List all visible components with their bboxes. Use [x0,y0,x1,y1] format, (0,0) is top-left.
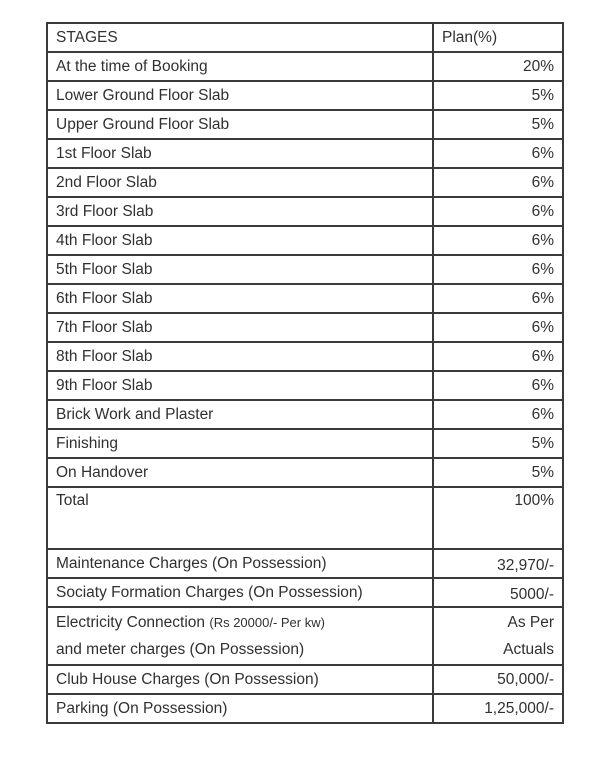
plan-cell [433,549,563,578]
charge-amount-line1: As Per [507,614,554,631]
stage-cell: At the time of Booking [47,52,433,81]
stage-cell: Maintenance Charges (On Possession) [47,549,433,578]
plan-cell: 6% [433,255,563,284]
charge-amount-line2: Actuals [503,641,554,658]
header-row [47,23,563,52]
table-row-total [47,487,563,549]
table-row-society-formation-charges [47,578,563,607]
table-row-lower-ground [47,81,563,110]
stage-cell: 2nd Floor Slab [47,168,433,197]
charge-amount: 32,970/- [497,556,554,574]
stage-cell: 1st Floor Slab [47,139,433,168]
stage-cell: Club House Charges (On Possession) [47,665,433,694]
stage-cell: Sociaty Formation Charges (On Possession) [47,578,433,607]
table-row-club-house-charges [47,665,563,694]
stage-cell-total: Total [47,487,433,549]
charge-amount: 1,25,000/- [484,699,554,717]
stage-cell: 9th Floor Slab [47,371,433,400]
plan-cell: 5% [433,110,563,139]
table-row-parking [47,694,563,723]
plan-cell-electricity [433,607,563,665]
plan-cell: 5% [433,429,563,458]
plan-cell: 6% [433,400,563,429]
plan-cell: 20% [433,52,563,81]
table-row-booking [47,52,563,81]
table-row-handover [47,458,563,487]
stage-rate-note: (Rs 20000/- Per kw) [209,615,325,630]
table-row-1st-floor [47,139,563,168]
stage-cell: Brick Work and Plaster [47,400,433,429]
stage-cell: 3rd Floor Slab [47,197,433,226]
table-row-7th-floor [47,313,563,342]
stage-cell: Finishing [47,429,433,458]
table-row-maintenance-charges [47,549,563,578]
plan-cell: 6% [433,371,563,400]
table-row-9th-floor [47,371,563,400]
stage-cell: Lower Ground Floor Slab [47,81,433,110]
table-row-brick-work [47,400,563,429]
plan-cell: 6% [433,284,563,313]
stage-cell: On Handover [47,458,433,487]
stage-text: Electricity Connection [56,614,206,631]
stage-cell: Upper Ground Floor Slab [47,110,433,139]
plan-cell [433,578,563,607]
table-row-5th-floor [47,255,563,284]
plan-cell: 6% [433,168,563,197]
plan-cell: 6% [433,139,563,168]
column-header-stages: STAGES [47,23,433,52]
stage-cell: 4th Floor Slab [47,226,433,255]
table-row-3rd-floor [47,197,563,226]
table-row-upper-ground [47,110,563,139]
plan-cell: 6% [433,226,563,255]
table-row-2nd-floor [47,168,563,197]
table-row-4th-floor [47,226,563,255]
table-row-electricity-connection [47,607,563,665]
stage-cell: Parking (On Possession) [47,694,433,723]
stage-cell: 7th Floor Slab [47,313,433,342]
table-row-8th-floor [47,342,563,371]
stage-cell-electricity [47,607,433,665]
plan-cell: 6% [433,342,563,371]
plan-cell [433,694,563,723]
stage-cell: 8th Floor Slab [47,342,433,371]
plan-cell-total: 100% [433,487,563,549]
plan-cell: 5% [433,81,563,110]
plan-cell: 6% [433,197,563,226]
stage-cell: 5th Floor Slab [47,255,433,284]
charge-amount: 50,000/- [497,670,554,688]
stage-text-line2: and meter charges (On Possession) [56,641,305,658]
table-row-6th-floor [47,284,563,313]
stage-cell: 6th Floor Slab [47,284,433,313]
column-header-plan: Plan(%) [433,23,563,52]
payment-schedule-table [46,22,564,724]
plan-cell: 5% [433,458,563,487]
table-row-finishing [47,429,563,458]
plan-cell [433,665,563,694]
charge-amount: 5000/- [510,585,554,603]
plan-cell: 6% [433,313,563,342]
